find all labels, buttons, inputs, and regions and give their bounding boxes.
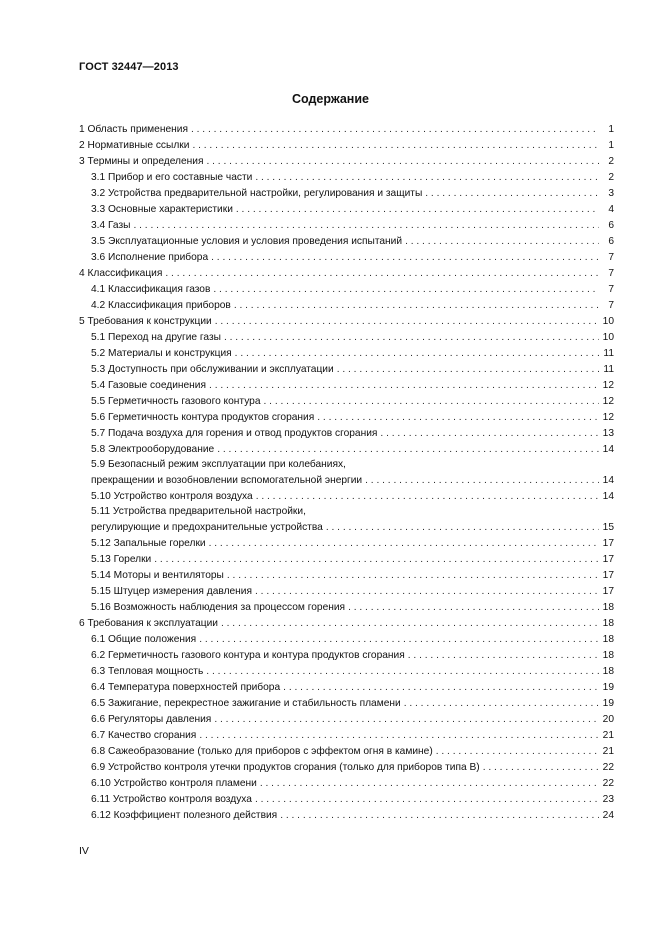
toc-entry-label: 5.14 Моторы и вентиляторы: [91, 569, 224, 581]
toc-dot-leader: [405, 234, 599, 250]
toc-entry-label: 3.2 Устройства предварительной настройки, регулирования и защиты: [91, 187, 423, 199]
toc-entry-label: 6.11 Устройство контроля воздуха: [91, 793, 252, 805]
toc-dot-leader: [192, 138, 599, 154]
toc-dot-leader: [213, 282, 599, 298]
toc-entry[interactable]: [79, 441, 614, 457]
toc-entry[interactable]: [79, 297, 614, 313]
toc-dot-leader: [348, 600, 599, 616]
toc-entry-label: 5.4 Газовые соединения: [91, 379, 207, 391]
toc-entry-label: 6.3 Тепловая мощность: [91, 665, 204, 677]
toc-dot-leader: [280, 808, 599, 824]
toc-entry[interactable]: [79, 153, 614, 169]
toc-entry-label: 5.9 Безопасный режим эксплуатации при колебаниях, прекращении и возобновлении вспомогательной энергии: [91, 459, 363, 486]
toc-entry-page: 1: [608, 123, 614, 135]
toc-dot-leader: [264, 394, 599, 410]
toc-entry[interactable]: [79, 169, 614, 185]
toc-entry[interactable]: [79, 504, 614, 535]
toc-entry-label: 6.10 Устройство контроля пламени: [91, 777, 257, 789]
toc-entry-label: 6 Требования к эксплуатации: [79, 617, 218, 629]
toc-entry[interactable]: [79, 615, 614, 631]
toc-entry-page: 12: [602, 411, 614, 423]
toc-dot-leader: [191, 122, 599, 138]
toc-entry-label: 5.5 Герметичность газового контура: [91, 395, 261, 407]
toc-entry-label: 5 Требования к конструкции: [79, 315, 212, 327]
toc-entry-page: 18: [602, 601, 614, 613]
document-header: ГОСТ 32447—2013: [79, 61, 179, 73]
toc-dot-leader: [483, 760, 599, 776]
toc-entry-page: 7: [608, 283, 614, 295]
toc-entry-label: 6.2 Герметичность газового контура и контура продуктов сгорания: [91, 649, 405, 661]
toc-dot-leader: [217, 442, 599, 458]
toc-entry-label: 3.1 Прибор и его составные части: [91, 171, 253, 183]
toc-entry-label: 6.4 Температура поверхностей прибора: [91, 681, 281, 693]
toc-entry-page: 18: [602, 649, 614, 661]
toc-entry-page: 21: [602, 729, 614, 741]
toc-entry[interactable]: [79, 583, 614, 599]
toc-entry-label: 4.2 Классификация приборов: [91, 299, 231, 311]
toc-entry-label: 5.16 Возможность наблюдения за процессом горения: [91, 601, 346, 613]
toc-entry-label: 5.7 Подача воздуха для горения и отвод продуктов сгорания: [91, 427, 378, 439]
toc-dot-leader: [227, 568, 599, 584]
toc-entry[interactable]: [79, 201, 614, 217]
toc-entry-label: 4 Классификация: [79, 267, 163, 279]
toc-dot-leader: [209, 378, 599, 394]
toc-entry-page: 18: [602, 665, 614, 677]
toc-dot-leader: [256, 489, 599, 505]
toc-entry[interactable]: [79, 281, 614, 297]
toc-dot-leader: [234, 298, 599, 314]
toc-entry-page: 12: [602, 395, 614, 407]
toc-entry[interactable]: [79, 377, 614, 393]
toc-dot-leader: [235, 346, 599, 362]
toc-entry-page: 2: [608, 155, 614, 167]
toc-entry-page: 22: [602, 761, 614, 773]
toc-entry-page: 17: [602, 569, 614, 581]
toc-entry-page: 14: [602, 443, 614, 455]
toc-entry-label: 4.1 Классификация газов: [91, 283, 211, 295]
toc-entry-page: 17: [602, 553, 614, 565]
toc-dot-leader: [236, 202, 599, 218]
toc-dot-leader: [404, 696, 599, 712]
toc-dot-leader: [199, 728, 599, 744]
toc-dot-leader: [224, 330, 599, 346]
toc-dot-leader: [154, 552, 599, 568]
toc-entry-label: 2 Нормативные ссылки: [79, 139, 190, 151]
toc-entry-page: 17: [602, 585, 614, 597]
toc-entry-label: 6.12 Коэффициент полезного действия: [91, 809, 278, 821]
toc-entry-label: 5.11 Устройства предварительной настройки, регулирующие и предохранительные устройства: [91, 506, 323, 533]
toc-entry[interactable]: [79, 791, 614, 807]
toc-entry[interactable]: [79, 695, 614, 711]
toc-entry-label: 5.1 Переход на другие газы: [91, 331, 221, 343]
toc-entry-page: 18: [602, 617, 614, 629]
toc-entry[interactable]: [79, 551, 614, 567]
toc-entry-page: 10: [602, 315, 614, 327]
toc-entry-page: 14: [602, 474, 614, 486]
toc-dot-leader: [365, 473, 599, 489]
toc-entry[interactable]: [79, 233, 614, 249]
toc-dot-leader: [317, 410, 599, 426]
toc-entry[interactable]: [79, 393, 614, 409]
toc-entry[interactable]: [79, 265, 614, 281]
toc-entry[interactable]: [79, 313, 614, 329]
toc-entry-page: 1: [608, 139, 614, 151]
toc-entry[interactable]: [79, 807, 614, 823]
toc-entry-label: 6.7 Качество сгорания: [91, 729, 197, 741]
toc-entry-page: 2: [608, 171, 614, 183]
toc-entry[interactable]: [79, 345, 614, 361]
toc-entry-page: 17: [602, 537, 614, 549]
toc-entry-page: 4: [608, 203, 614, 215]
table-of-contents: [79, 121, 614, 823]
toc-entry[interactable]: [79, 535, 614, 551]
toc-entry-page: 11: [603, 347, 614, 359]
toc-entry[interactable]: [79, 599, 614, 615]
toc-entry-label: 5.10 Устройство контроля воздуха: [91, 490, 253, 502]
toc-entry-page: 7: [608, 299, 614, 311]
toc-dot-leader: [436, 744, 599, 760]
toc-dot-leader: [214, 712, 599, 728]
page-title: Содержание: [291, 92, 369, 106]
toc-entry[interactable]: [79, 679, 614, 695]
toc-dot-leader: [133, 218, 599, 234]
toc-entry-label: 3 Термины и определения: [79, 155, 204, 167]
toc-entry[interactable]: [79, 727, 614, 743]
toc-dot-leader: [283, 680, 599, 696]
toc-entry[interactable]: [79, 663, 614, 679]
toc-entry-label: 3.5 Эксплуатационные условия и условия проведения испытаний: [91, 235, 403, 247]
toc-dot-leader: [206, 154, 599, 170]
toc-entry[interactable]: [79, 425, 614, 441]
toc-entry-page: 20: [602, 713, 614, 725]
toc-dot-leader: [337, 362, 599, 378]
toc-dot-leader: [165, 266, 599, 282]
toc-dot-leader: [425, 186, 599, 202]
toc-entry[interactable]: [79, 647, 614, 663]
toc-dot-leader: [260, 776, 599, 792]
toc-entry-label: 3.4 Газы: [91, 219, 131, 231]
toc-entry-label: 5.3 Доступность при обслуживании и эксплуатации: [91, 363, 334, 375]
toc-entry-page: 6: [608, 235, 614, 247]
toc-entry-label: 6.6 Регуляторы давления: [91, 713, 212, 725]
toc-dot-leader: [209, 536, 599, 552]
toc-entry-label: 6.8 Сажеобразование (только для приборов с эффектом огня в камине): [91, 745, 433, 757]
toc-entry-page: 19: [602, 681, 614, 693]
toc-dot-leader: [199, 632, 599, 648]
toc-entry[interactable]: [79, 361, 614, 377]
toc-entry-page: 22: [602, 777, 614, 789]
toc-dot-leader: [221, 616, 599, 632]
toc-entry-page: 21: [602, 745, 614, 757]
toc-entry[interactable]: [79, 711, 614, 727]
toc-entry-page: 13: [602, 427, 614, 439]
toc-entry[interactable]: [79, 409, 614, 425]
toc-entry-label: 3.6 Исполнение прибора: [91, 251, 209, 263]
toc-entry[interactable]: [79, 249, 614, 265]
toc-entry-label: 1 Область применения: [79, 123, 188, 135]
toc-entry-label: 5.12 Запальные горелки: [91, 537, 206, 549]
toc-entry[interactable]: [79, 488, 614, 504]
toc-entry-page: 3: [608, 187, 614, 199]
toc-dot-leader: [380, 426, 599, 442]
page-number: IV: [79, 845, 89, 857]
toc-entry[interactable]: [79, 185, 614, 201]
toc-entry[interactable]: [79, 631, 614, 647]
toc-entry-page: 24: [602, 809, 614, 821]
toc-entry-page: 14: [602, 490, 614, 502]
toc-entry[interactable]: [79, 329, 614, 345]
toc-entry-page: 7: [608, 251, 614, 263]
toc-entry[interactable]: [79, 759, 614, 775]
toc-entry-label: 6.5 Зажигание, перекрестное зажигание и стабильность пламени: [91, 697, 401, 709]
toc-entry-page: 19: [602, 697, 614, 709]
toc-dot-leader: [255, 170, 599, 186]
toc-entry-page: 10: [602, 331, 614, 343]
toc-entry-page: 23: [602, 793, 614, 805]
toc-entry-label: 6.1 Общие положения: [91, 633, 197, 645]
toc-entry-label: 5.6 Герметичность контура продуктов сгорания: [91, 411, 315, 423]
toc-entry[interactable]: [79, 567, 614, 583]
toc-entry-page: 12: [602, 379, 614, 391]
toc-entry[interactable]: [79, 775, 614, 791]
toc-entry-label: 5.15 Штуцер измерения давления: [91, 585, 253, 597]
toc-dot-leader: [255, 792, 599, 808]
toc-dot-leader: [206, 664, 599, 680]
toc-entry-page: 6: [608, 219, 614, 231]
toc-entry[interactable]: [79, 457, 614, 488]
toc-entry[interactable]: [79, 217, 614, 233]
toc-entry[interactable]: [79, 743, 614, 759]
toc-entry[interactable]: [79, 121, 614, 137]
toc-dot-leader: [211, 250, 599, 266]
toc-entry-page: 18: [602, 633, 614, 645]
toc-dot-leader: [255, 584, 599, 600]
toc-entry-label: 5.2 Материалы и конструкция: [91, 347, 232, 359]
toc-entry-label: 5.13 Горелки: [91, 553, 152, 565]
toc-entry-page: 11: [603, 363, 614, 375]
toc-entry-label: 5.8 Электрооборудование: [91, 443, 215, 455]
toc-entry-page: 15: [602, 521, 614, 533]
toc-entry[interactable]: [79, 137, 614, 153]
toc-dot-leader: [215, 314, 599, 330]
toc-entry-label: 3.3 Основные характеристики: [91, 203, 233, 215]
toc-entry-page: 7: [608, 267, 614, 279]
toc-entry-label: 6.9 Устройство контроля утечки продуктов сгорания (только для приборов типа В): [91, 761, 480, 773]
toc-dot-leader: [326, 520, 599, 536]
toc-dot-leader: [408, 648, 599, 664]
